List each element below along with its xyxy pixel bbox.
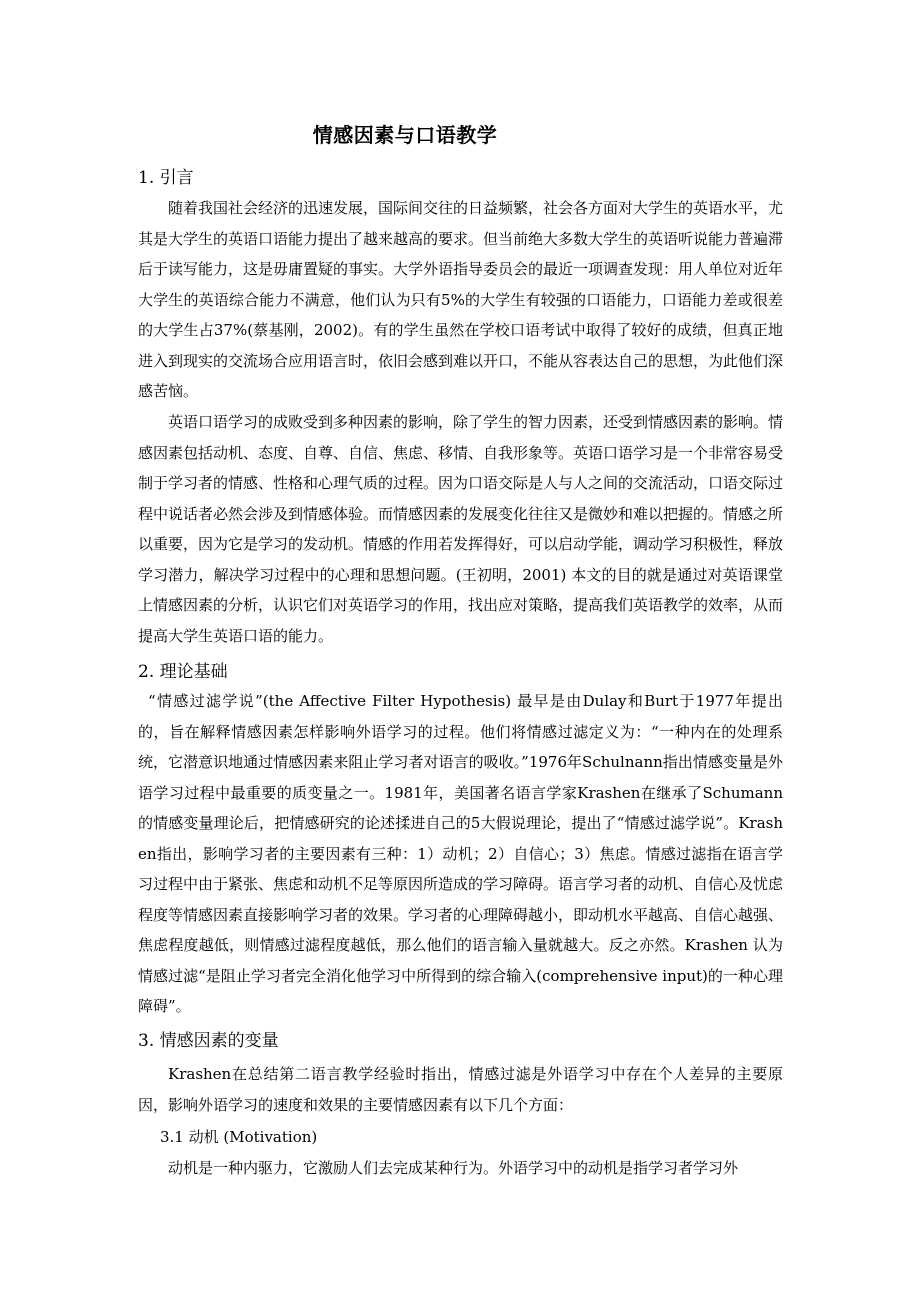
section-1-paragraph-1: 随着我国社会经济的迅速发展，国际间交往的日益频繁，社会各方面对大学生的英语水平，尤其是大学生的英语口语能力提出了越来越高的要求。但当前绝大多数大学生的英语听说能力普遍滞后于读写能力，这是毋庸置疑的事实。大学外语指导委员会的最近一项调查发现：用人单位对近年大学生的英语综合能力不满意，他们认为只有5%的大学生有较强的口语能力，口语能力差或很差的大学生占37%(蔡基刚，2002)。有的学生虽然在学校口语考试中取得了较好的成绩，但真正地进入到现实的交流场合应用语言时，依旧会感到难以开口，不能从容表达自己的思想，为此他们深感苦恼。 (138, 199, 784, 400)
document-title: 情感因素与口语教学 (312, 123, 498, 147)
subsection-3-1-heading: 3.1 动机 (Motivation) (160, 1128, 318, 1146)
section-3-paragraph-1: Krashen在总结第二语言教学经验时指出，情感过滤是外语学习中存在个人差异的主要原因，影响外语学习的速度和效果的主要情感因素有以下几个方面： (138, 1065, 783, 1114)
section-1-heading: 1. 引言 (138, 168, 194, 188)
section-3-heading: 3. 情感因素的变量 (138, 1031, 279, 1051)
subsection-3-1-paragraph: 动机是一种内驱力，它激励人们去完成某种行为。外语学习中的动机是指学习者学习外 (168, 1159, 739, 1177)
section-2-paragraph-1: “情感过滤学说”(the Affective Filter Hypothesis) 最早是由Dulay和Burt于1977年提出的，旨在解释情感因素怎样影响外语学习的过程。他们将情感过滤定义为：“一种内在的处理系统，它潜意识地通过情感因素来阻止学习者对语言的吸收。”1976年Schulnann指出情感变量是外语学习过程中最重要的质变量之一。1981年，美国著名语言学家Krashen在继承了Schumann的情感变量理论后，把情感研究的论述揉进自己的5大假说理论，提出了“情感过滤学说”。Krashen指出，影响学习者的主要因素有三种：1）动机；2）自信心；3）焦虑。情感过滤指在语言学习过程中由于紧张、焦虑和动机不足等原因所造成的学习障碍。语言学习者的动机、自信心及忧虑程度等情感因素直接影响学习者的效果。学习者的心理障碍越小，即动机水平越高、自信心越强、焦虑程度越低，则情感过滤程度越低，那么他们的语言输入量就越大。反之亦然。Krashen 认为情感过滤“是阻止学习者完全消化他学习中所得到的综合输入(comprehensive input)的一种心理障碍”。 (138, 692, 784, 1015)
section-1-paragraph-2: 英语口语学习的成败受到多种因素的影响，除了学生的智力因素，还受到情感因素的影响。情感因素包括动机、态度、自尊、自信、焦虑、移情、自我形象等。英语口语学习是一个非常容易受制于学习者的情感、性格和心理气质的过程。因为口语交际是人与人之间的交流活动，口语交际过程中说话者必然会涉及到情感体验。而情感因素的发展变化往往又是微妙和难以把握的。情感之所以重要，因为它是学习的发动机。情感的作用若发挥得好，可以启动学能，调动学习积极性，释放学习潜力，解决学习过程中的心理和思想问题。(王初明，2001) 本文的目的就是通过对英语课堂上情感因素的分析，认识它们对英语学习的作用，找出应对策略，提高我们英语教学的效率，从而提高大学生英语口语的能力。 (138, 413, 784, 645)
section-2-heading: 2. 理论基础 (138, 662, 228, 682)
